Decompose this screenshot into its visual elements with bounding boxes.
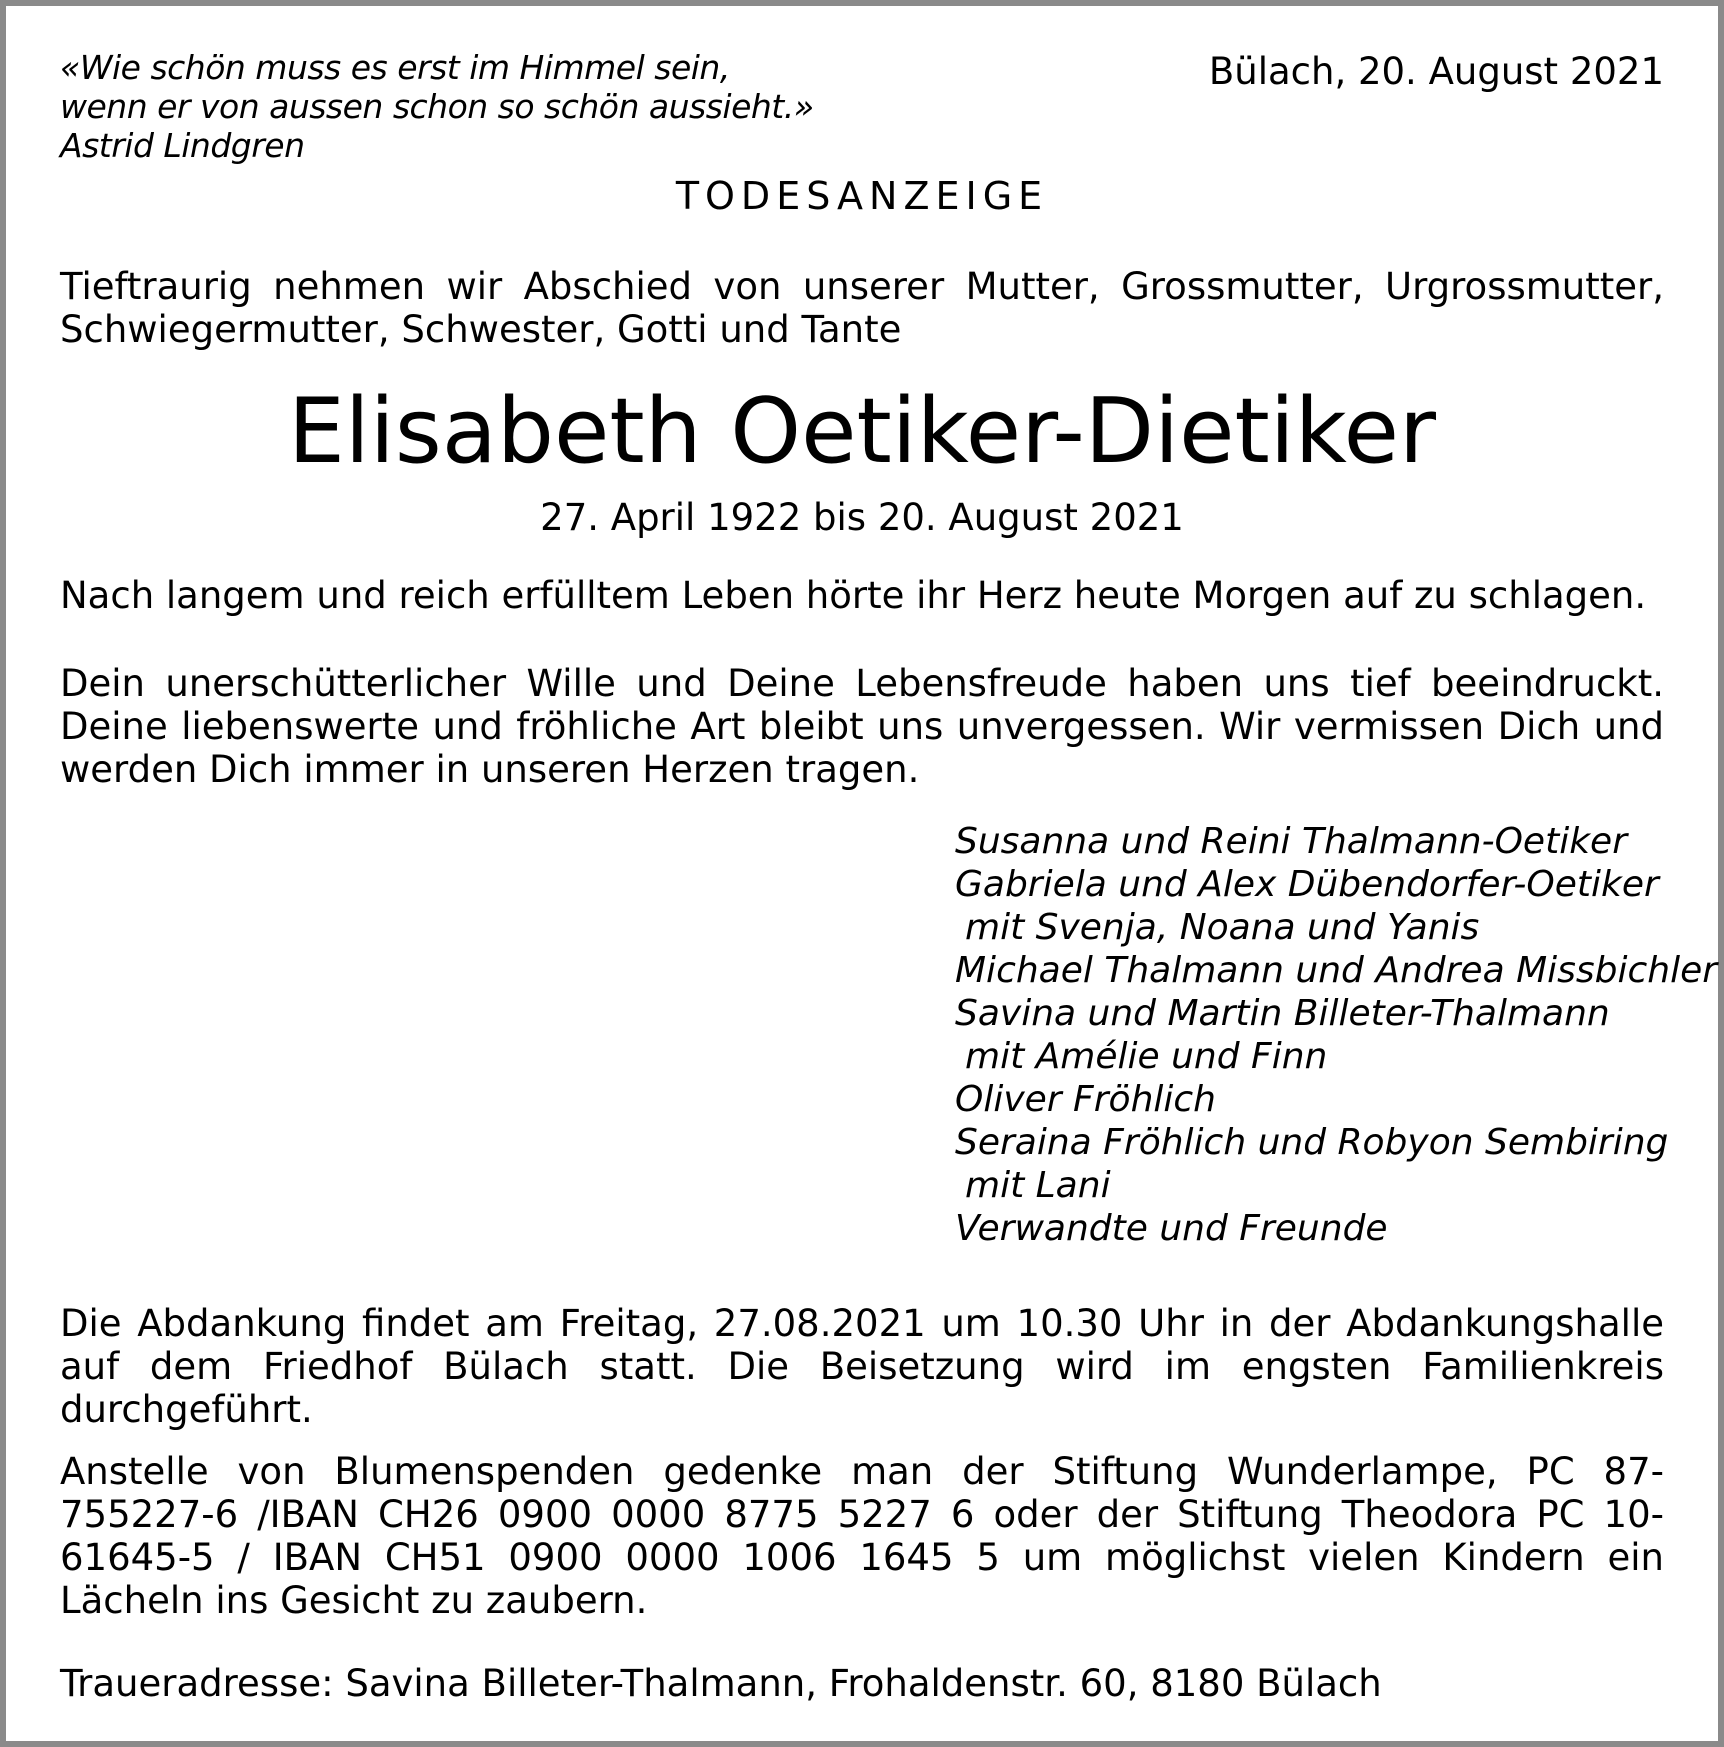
mourner-line: Verwandte und Freunde: [955, 1208, 1388, 1249]
intro-text: Tieftraurig nehmen wir Abschied von unserer Mutter, Grossmutter, Urgrossmutter, Schwiegermutter, Schwester, Gotti und Tante: [60, 265, 1664, 351]
mourner-line: Gabriela und Alex Dübendorfer-Oetiker: [955, 864, 1659, 905]
deceased-name: Elisabeth Oetiker-Dietiker: [287, 379, 1437, 484]
quote-author: Astrid Lindgren: [60, 126, 305, 165]
ceremony-text: Die Abdankung findet am Freitag, 27.08.2021 um 10.30 Uhr in der Abdankungshalle auf dem Friedhof Bülach statt. Die Beisetzung wird im engsten Familienkreis durchgeführt.: [60, 1302, 1664, 1431]
mourner-line: Savina und Martin Billeter-Thalmann: [955, 993, 1610, 1034]
mourner-line: mit Amélie und Finn: [965, 1036, 1328, 1077]
notice-heading: TODESANZEIGE: [675, 174, 1049, 218]
mourner-line: Michael Thalmann und Andrea Missbichler: [955, 950, 1718, 991]
passing-text: Nach langem und reich erfülltem Leben hörte ihr Herz heute Morgen auf zu schlagen.: [60, 574, 1647, 617]
epigraph-quote: [60, 48, 814, 165]
quote-line: wenn er von aussen schon so schön aussieht.»: [60, 87, 814, 126]
mourner-line: mit Lani: [965, 1165, 1111, 1206]
place-date: Bülach, 20. August 2021: [1208, 50, 1664, 93]
mourner-line: mit Svenja, Noana und Yanis: [965, 907, 1480, 948]
mourners-list: [955, 820, 1717, 1250]
mourner-line: Seraina Fröhlich und Robyon Sembiring: [955, 1122, 1669, 1163]
tribute-text: Dein unerschütterlicher Wille und Deine Lebensfreude haben uns tief beeindruckt. Deine liebenswerte und fröhliche Art bleibt uns unvergessen. Wir vermissen Dich und werden Dich immer in unseren Herzen tragen.: [60, 662, 1664, 791]
quote-line: «Wie schön muss es erst im Himmel sein,: [60, 48, 730, 87]
lifespan-dates: 27. April 1922 bis 20. August 2021: [540, 496, 1184, 539]
mourning-address: Traueradresse: Savina Billeter-Thalmann, Frohaldenstr. 60, 8180 Bülach: [60, 1662, 1382, 1705]
mourner-line: Susanna und Reini Thalmann-Oetiker: [955, 821, 1627, 862]
mourner-line: Oliver Fröhlich: [955, 1079, 1216, 1120]
donation-text: Anstelle von Blumenspenden gedenke man der Stiftung Wunderlampe, PC 87-755227-6 /IBAN CH26 0900 0000 8775 5227 6 oder der Stiftung Theodora PC 10-61645-5 / IBAN CH51 0900 0000 1006 1645 5 um möglichst vielen Kindern ein Lächeln ins Gesicht zu zaubern.: [60, 1450, 1664, 1622]
